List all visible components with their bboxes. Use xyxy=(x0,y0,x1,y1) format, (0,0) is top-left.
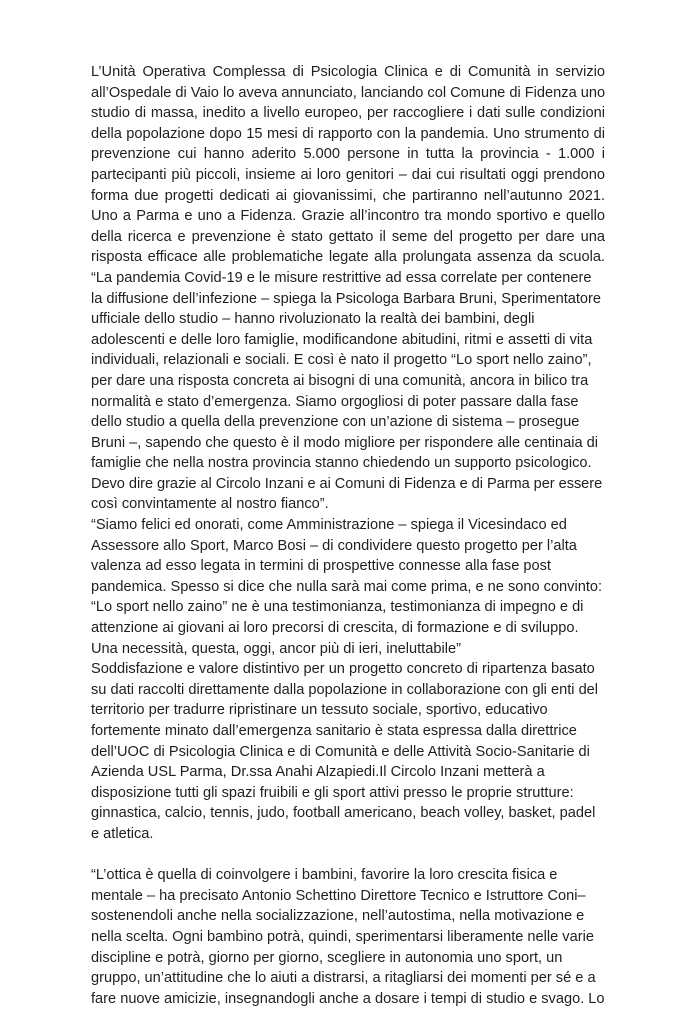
text-line: nella scelta. Ogni bambino potrà, quindi, sperimentarsi liberamente nelle varie xyxy=(91,928,594,945)
text-line: prevenzione cui hanno aderito 5.000 persone in tutta la provincia - 1.000 i xyxy=(91,146,605,163)
text-line: sostenendoli anche nella socializzazione, nell’autostima, nella motivazione e xyxy=(91,908,585,925)
text-line: Azienda USL Parma, Dr.ssa Anahi Alzapiedi.Il Circolo Inzani metterà a xyxy=(91,764,545,781)
text-line: risposta efficace alle problematiche legate alla prolungata assenza da scuola. xyxy=(91,249,605,266)
text-line: Bruni –, sapendo che questo è il modo migliore per rispondere alle centinaia di xyxy=(91,434,599,451)
text-line: famiglie che nella nostra provincia stanno chiedendo un supporto psicologico. xyxy=(91,455,592,472)
text-line: valenza ad esso legata in termini di prospettive connesse alla fase post xyxy=(91,558,551,575)
text-line: così convintamente al nostro fianco”. xyxy=(91,496,329,513)
text-line: fare nuove amicizie, insegnandogli anche a dosare i tempi di studio e svago. Lo xyxy=(91,990,605,1007)
text-line: per dare una risposta concreta ai bisogni di una comunità, ancora in bilico tra xyxy=(91,372,589,389)
text-line: su dati raccolti direttamente dalla popolazione in collaborazione con gli enti del xyxy=(91,681,599,698)
text-line: dello studio a quella della prevenzione con un’azione di sistema – prosegue xyxy=(91,414,580,431)
text-line: L’Unità Operativa Complessa di Psicologia Clinica e di Comunità in servizio xyxy=(91,64,605,80)
text-line: adolescenti e delle loro famiglie, modificandone abitudini, ritmi e assetti di vita xyxy=(91,331,593,348)
text-line: Uno a Parma e uno a Fidenza. Grazie all’incontro tra mondo sportivo e quello xyxy=(91,208,605,225)
text-line: fortemente minato dall’emergenza sanitario è stata espressa dalla direttrice xyxy=(91,723,577,739)
text-line: della ricerca e prevenzione è stato gettato il seme del progetto per dare una xyxy=(91,228,605,245)
text-line: e atletica. xyxy=(91,825,154,842)
text-line: normalità e stato d’emergenza. Siamo orgogliosi di poter passare dalla fase xyxy=(91,393,579,410)
text-line: discipline e potrà, giorno per giorno, scegliere in autonomia uno sport, un xyxy=(91,949,563,966)
text-line: Una necessità, questa, oggi, ancor più di ieri, ineluttabile” xyxy=(91,640,461,657)
text-line: disposizione tutti gli spazi fruibili e gli sport attivi presso le proprie strutture: xyxy=(91,784,574,801)
document-body xyxy=(91,62,605,1009)
text-line: mentale – ha precisato Antonio Schettino Direttore Tecnico e Istruttore Coni– xyxy=(91,887,586,904)
text-line: Assessore allo Sport, Marco Bosi – di condividere questo progetto per l’alta xyxy=(91,537,577,554)
text-line: “La pandemia Covid-19 e le misure restrittive ad essa correlate per contenere xyxy=(91,269,592,286)
text-line: Soddisfazione e valore distintivo per un progetto concreto di ripartenza basato xyxy=(91,661,595,678)
text-line: Devo dire grazie al Circolo Inzani e ai Comuni di Fidenza e di Parma per essere xyxy=(91,475,603,492)
text-line: “Lo sport nello zaino” ne è una testimonianza, testimonianza di impegno e di xyxy=(91,599,584,616)
text-line: “Siamo felici ed onorati, come Amministrazione – spiega il Vicesindaco ed xyxy=(91,517,567,534)
text-line: della popolazione dopo 15 mesi di rapporto con la pandemia. Uno strumento di xyxy=(91,125,605,142)
text-line: “L’ottica è quella di coinvolgere i bambini, favorire la loro crescita fisica e xyxy=(91,867,558,884)
text-line: all’Ospedale di Vaio lo aveva annunciato, lanciando col Comune di Fidenza uno xyxy=(91,84,606,101)
text-line: territorio per tradurre ripristinare un tessuto sociale, sportivo, educativo xyxy=(91,702,548,719)
text-line: individuali, relazionali e sociali. E così è nato il progetto “Lo sport nello zaino”, xyxy=(91,352,592,369)
text-line: forma due progetti dedicati ai giovanissimi, che partiranno nell’autunno 2021. xyxy=(91,187,605,204)
text-line: pandemica. Spesso si dice che nulla sarà mai come prima, e ne sono convinto: xyxy=(91,578,603,595)
text-line: ufficiale dello studio – hanno rivoluzionato la realtà dei bambini, degli xyxy=(91,311,535,328)
paragraph-gap xyxy=(91,845,605,866)
text-line: ginnastica, calcio, tennis, judo, football americano, beach volley, basket, padel xyxy=(91,805,596,822)
text-line: attenzione ai giovani ai loro precorsi di crescita, di formazione e di sviluppo. xyxy=(91,620,579,637)
text-line: dell’UOC di Psicologia Clinica e di Comunità e delle Attività Socio-Sanitarie di xyxy=(91,743,590,760)
text-line: gruppo, un’attitudine che lo aiuti a distrarsi, a ritagliarsi dei momenti per sé e a xyxy=(91,970,596,987)
text-line: la diffusione dell’infezione – spiega la Psicologa Barbara Bruni, Sperimentatore xyxy=(91,290,602,307)
text-line: partecipanti più piccoli, insieme ai loro genitori – dai cui risultati oggi prendono xyxy=(91,166,605,183)
text-line: studio di massa, inedito a livello europeo, per raccogliere i dati sulle condizioni xyxy=(91,105,605,122)
